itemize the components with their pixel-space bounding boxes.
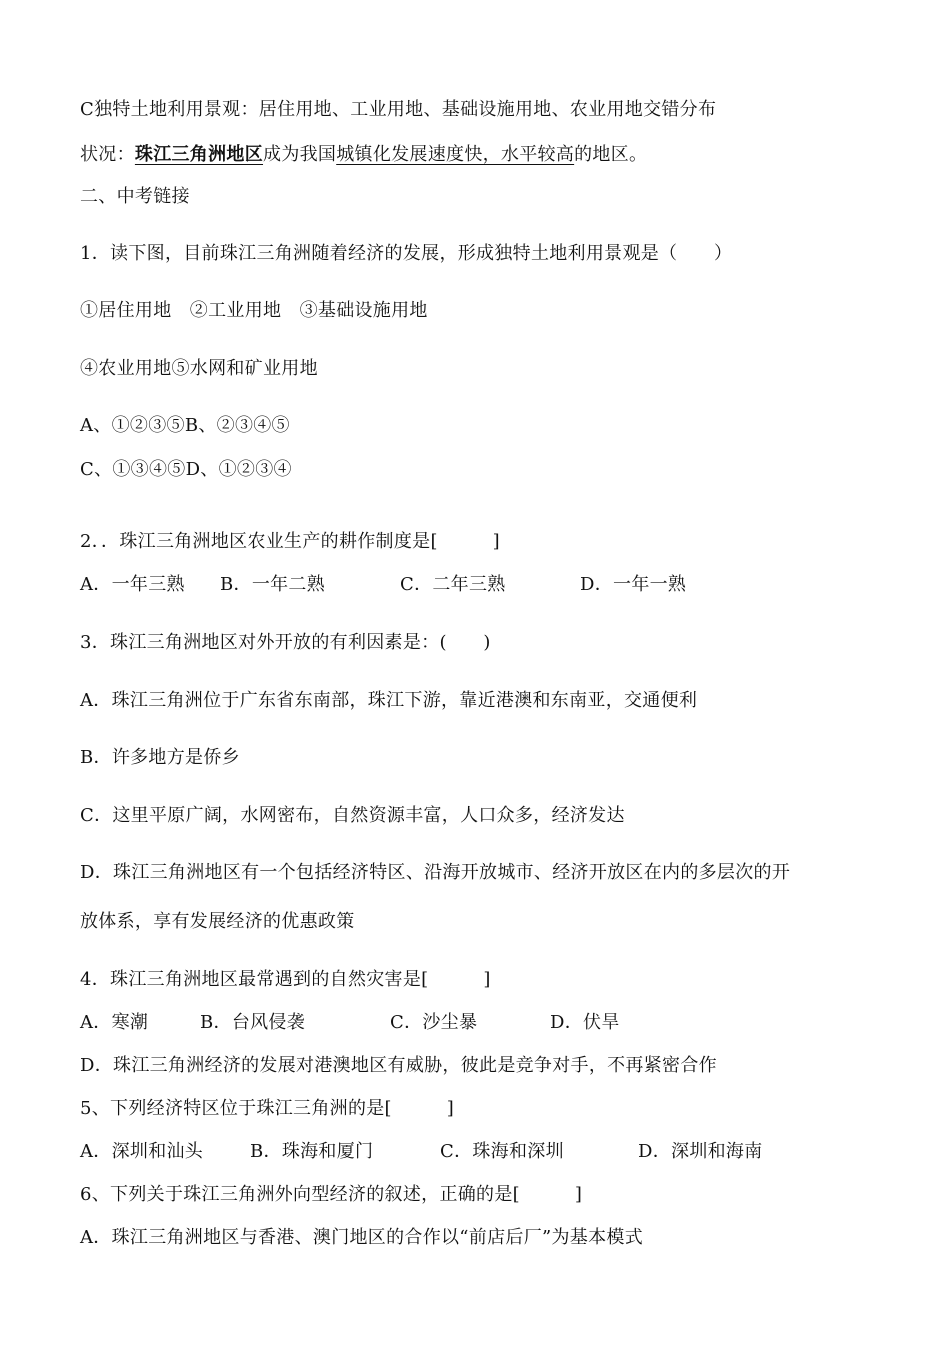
question-4-option-b: B．台风侵袭 <box>200 1012 306 1033</box>
question-1-options-cd <box>80 458 292 482</box>
question-3-option-b: B．许多地方是侨乡 <box>80 747 240 768</box>
question-6-option-a: A．珠江三角洲地区与香港、澳门地区的合作以“前店后厂”为基本模式 <box>80 1227 643 1248</box>
intro-line-2-suffix: 的地区。 <box>574 144 648 165</box>
question-3-option-d-line-1: D．珠江三角洲地区有一个包括经济特区、沿海开放城市、经济开放区在内的多层次的开 <box>80 862 791 883</box>
question-1-stem: 1．读下图，目前珠江三角洲随着经济的发展，形成独特土地利用景观是（ ） <box>80 243 733 264</box>
question-2-option-c: C．二年三熟 <box>400 574 506 595</box>
question-2-options <box>80 573 686 597</box>
question-4-extra: D．珠江三角洲经济的发展对港澳地区有威胁，彼此是竞争对手，不再紧密合作 <box>80 1055 717 1076</box>
intro-line-1: C独特土地利用景观：居住用地、工业用地、基础设施用地、农业用地交错分布 <box>80 99 717 120</box>
highlight-region: 珠江三角洲地区 <box>134 144 264 165</box>
question-5-options <box>80 1140 763 1164</box>
intro-line-2 <box>80 143 647 167</box>
question-4-option-c: C．沙尘暴 <box>390 1012 478 1033</box>
section-title: 二、中考链接 <box>80 186 190 207</box>
question-3-option-c: C．这里平原广阔，水网密布，自然资源丰富，人口众多，经济发达 <box>80 805 625 826</box>
question-5-stem: 5、下列经济特区位于珠江三角洲的是[ ] <box>80 1098 455 1119</box>
question-1-option-b: B、②③④⑤ <box>184 415 290 436</box>
question-5-option-a: A．深圳和汕头 <box>80 1141 204 1162</box>
question-2-option-d: D．一年一熟 <box>580 574 687 595</box>
question-1-option-a: A、①②③⑤ <box>80 415 185 436</box>
question-4-options <box>80 1011 620 1035</box>
question-4-option-d: D．伏旱 <box>550 1012 620 1033</box>
question-1-option-d: D、①②③④ <box>185 459 292 480</box>
question-1-options-ab <box>80 414 290 438</box>
intro-line-2-prefix: 状况： <box>80 144 135 165</box>
question-2-option-a: A．一年三熟 <box>80 574 185 595</box>
question-5-option-b: B．珠海和厦门 <box>250 1141 374 1162</box>
intro-line-2-mid: 成为我国 <box>263 144 337 165</box>
question-3-stem: 3．珠江三角洲地区对外开放的有利因素是：( ) <box>80 632 491 653</box>
question-4-option-a: A．寒潮 <box>80 1012 149 1033</box>
question-3-option-d-line-2: 放体系，享有发展经济的优惠政策 <box>80 911 355 932</box>
question-2-option-b: B．一年二熟 <box>220 574 326 595</box>
question-5-option-d: D．深圳和海南 <box>638 1141 763 1162</box>
underlined-phrase: 城镇化发展速度快，水平较高 <box>336 144 575 165</box>
question-1-items-2: ④农业用地⑤水网和矿业用地 <box>80 358 318 379</box>
question-1-items-1: ①居住用地 ②工业用地 ③基础设施用地 <box>80 300 428 321</box>
question-2-stem: 2．．珠江三角洲地区农业生产的耕作制度是[ ] <box>80 531 500 552</box>
question-5-option-c: C．珠海和深圳 <box>440 1141 564 1162</box>
question-1-option-c: C、①③④⑤ <box>80 459 186 480</box>
question-4-stem: 4．珠江三角洲地区最常遇到的自然灾害是[ ] <box>80 969 491 990</box>
question-6-stem: 6、下列关于珠江三角洲外向型经济的叙述，正确的是[ ] <box>80 1184 583 1205</box>
question-3-option-a: A．珠江三角洲位于广东省东南部，珠江下游，靠近港澳和东南亚，交通便利 <box>80 690 698 711</box>
